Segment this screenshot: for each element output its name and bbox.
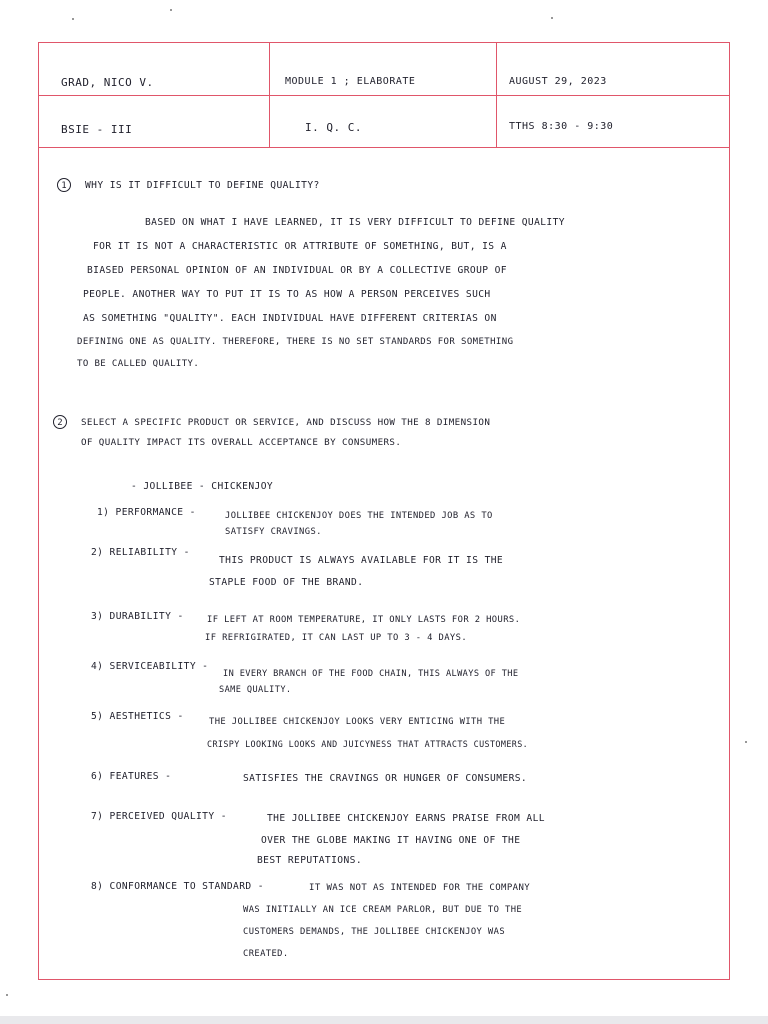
dimension-label: 4) SERVICEABILITY - [91, 661, 209, 672]
dimension-text: IT WAS NOT AS INTENDED FOR THE COMPANY [309, 883, 531, 893]
answer-1-line: BIASED PERSONAL OPINION OF AN INDIVIDUAL OR BY A COLLECTIVE GROUP OF [87, 265, 507, 276]
dimension-label: 5) AESTHETICS - [91, 711, 184, 722]
course-section: BSIE - III [61, 123, 133, 136]
submission-date: AUGUST 29, 2023 [509, 76, 607, 87]
dimension-text: SATISFIES THE CRAVINGS OR HUNGER OF CONSUMERS. [243, 773, 528, 784]
dimension-text: STAPLE FOOD OF THE BRAND. [209, 577, 364, 588]
dimension-text: JOLLIBEE CHICKENJOY DOES THE INTENDED JOB AS TO [225, 511, 493, 521]
dimension-text: CREATED. [243, 949, 289, 959]
dimension-text: CUSTOMERS DEMANDS, THE JOLLIBEE CHICKENJOY WAS [243, 927, 506, 937]
scan-speck [72, 18, 74, 20]
dimension-text: THE JOLLIBEE CHICKENJOY EARNS PRAISE FROM ALL [267, 813, 545, 824]
module-title: MODULE 1 ; ELABORATE [285, 76, 416, 87]
answer-1-line: FOR IT IS NOT A CHARACTERISTIC OR ATTRIBUTE OF SOMETHING, BUT, IS A [93, 241, 507, 252]
dimension-label: 8) CONFORMANCE TO STANDARD - [91, 881, 264, 892]
answer-1-line: BASED ON WHAT I HAVE LEARNED, IT IS VERY DIFFICULT TO DEFINE QUALITY [145, 217, 565, 228]
dimension-label: 1) PERFORMANCE - [97, 507, 196, 518]
question-number-2: 2 [53, 415, 67, 429]
scan-bottom-edge [0, 1016, 768, 1024]
question-number-1: 1 [57, 178, 71, 192]
dimension-label: 6) FEATURES - [91, 771, 172, 782]
dimension-text: IF REFRIGIRATED, IT CAN LAST UP TO 3 - 4 DAYS. [205, 633, 468, 643]
dimension-text: WAS INITIALLY AN ICE CREAM PARLOR, BUT DUE TO THE [243, 905, 523, 915]
dimension-text: IF LEFT AT ROOM TEMPERATURE, IT ONLY LASTS FOR 2 HOURS. [207, 615, 521, 625]
scan-speck [745, 741, 747, 743]
class-schedule: TTHS 8:30 - 9:30 [509, 121, 614, 132]
scan-speck [551, 17, 553, 19]
product-name: - JOLLIBEE - CHICKENJOY [131, 481, 274, 492]
answer-1-line: AS SOMETHING "QUALITY". EACH INDIVIDUAL HAVE DIFFERENT CRITERIAS ON [83, 313, 497, 324]
worksheet-body [39, 43, 729, 979]
scan-speck [6, 994, 8, 996]
dimension-text: SAME QUALITY. [219, 685, 292, 695]
subject-code: I. Q. C. [305, 121, 362, 134]
answer-1-line: TO BE CALLED QUALITY. [77, 359, 200, 369]
worksheet [38, 42, 730, 980]
dimension-text: THE JOLLIBEE CHICKENJOY LOOKS VERY ENTICING WITH THE [209, 717, 506, 727]
dimension-text: BEST REPUTATIONS. [257, 855, 362, 866]
question-2-line: SELECT A SPECIFIC PRODUCT OR SERVICE, AND DISCUSS HOW THE 8 DIMENSION [81, 417, 491, 428]
dimension-text: IN EVERY BRANCH OF THE FOOD CHAIN, THIS ALWAYS OF THE [223, 669, 519, 679]
student-name: GRAD, NICO V. [61, 76, 154, 89]
dimension-label: 2) RELIABILITY - [91, 547, 190, 558]
answer-1-line: PEOPLE. ANOTHER WAY TO PUT IT IS TO AS HOW A PERSON PERCEIVES SUCH [83, 289, 491, 300]
scan-speck [170, 9, 172, 11]
dimension-text: THIS PRODUCT IS ALWAYS AVAILABLE FOR IT IS THE [219, 555, 504, 566]
dimension-text: OVER THE GLOBE MAKING IT HAVING ONE OF THE [261, 835, 521, 846]
dimension-label: 3) DURABILITY - [91, 611, 184, 622]
dimension-text: CRISPY LOOKING LOOKS AND JUICYNESS THAT ATTRACTS CUSTOMERS. [207, 739, 529, 749]
dimension-label: 7) PERCEIVED QUALITY - [91, 811, 227, 822]
question-1: WHY IS IT DIFFICULT TO DEFINE QUALITY? [85, 180, 320, 191]
answer-1-line: DEFINING ONE AS QUALITY. THEREFORE, THERE IS NO SET STANDARDS FOR SOMETHING [77, 337, 514, 347]
question-2-line: OF QUALITY IMPACT ITS OVERALL ACCEPTANCE BY CONSUMERS. [81, 437, 402, 448]
dimension-text: SATISFY CRAVINGS. [225, 527, 322, 537]
